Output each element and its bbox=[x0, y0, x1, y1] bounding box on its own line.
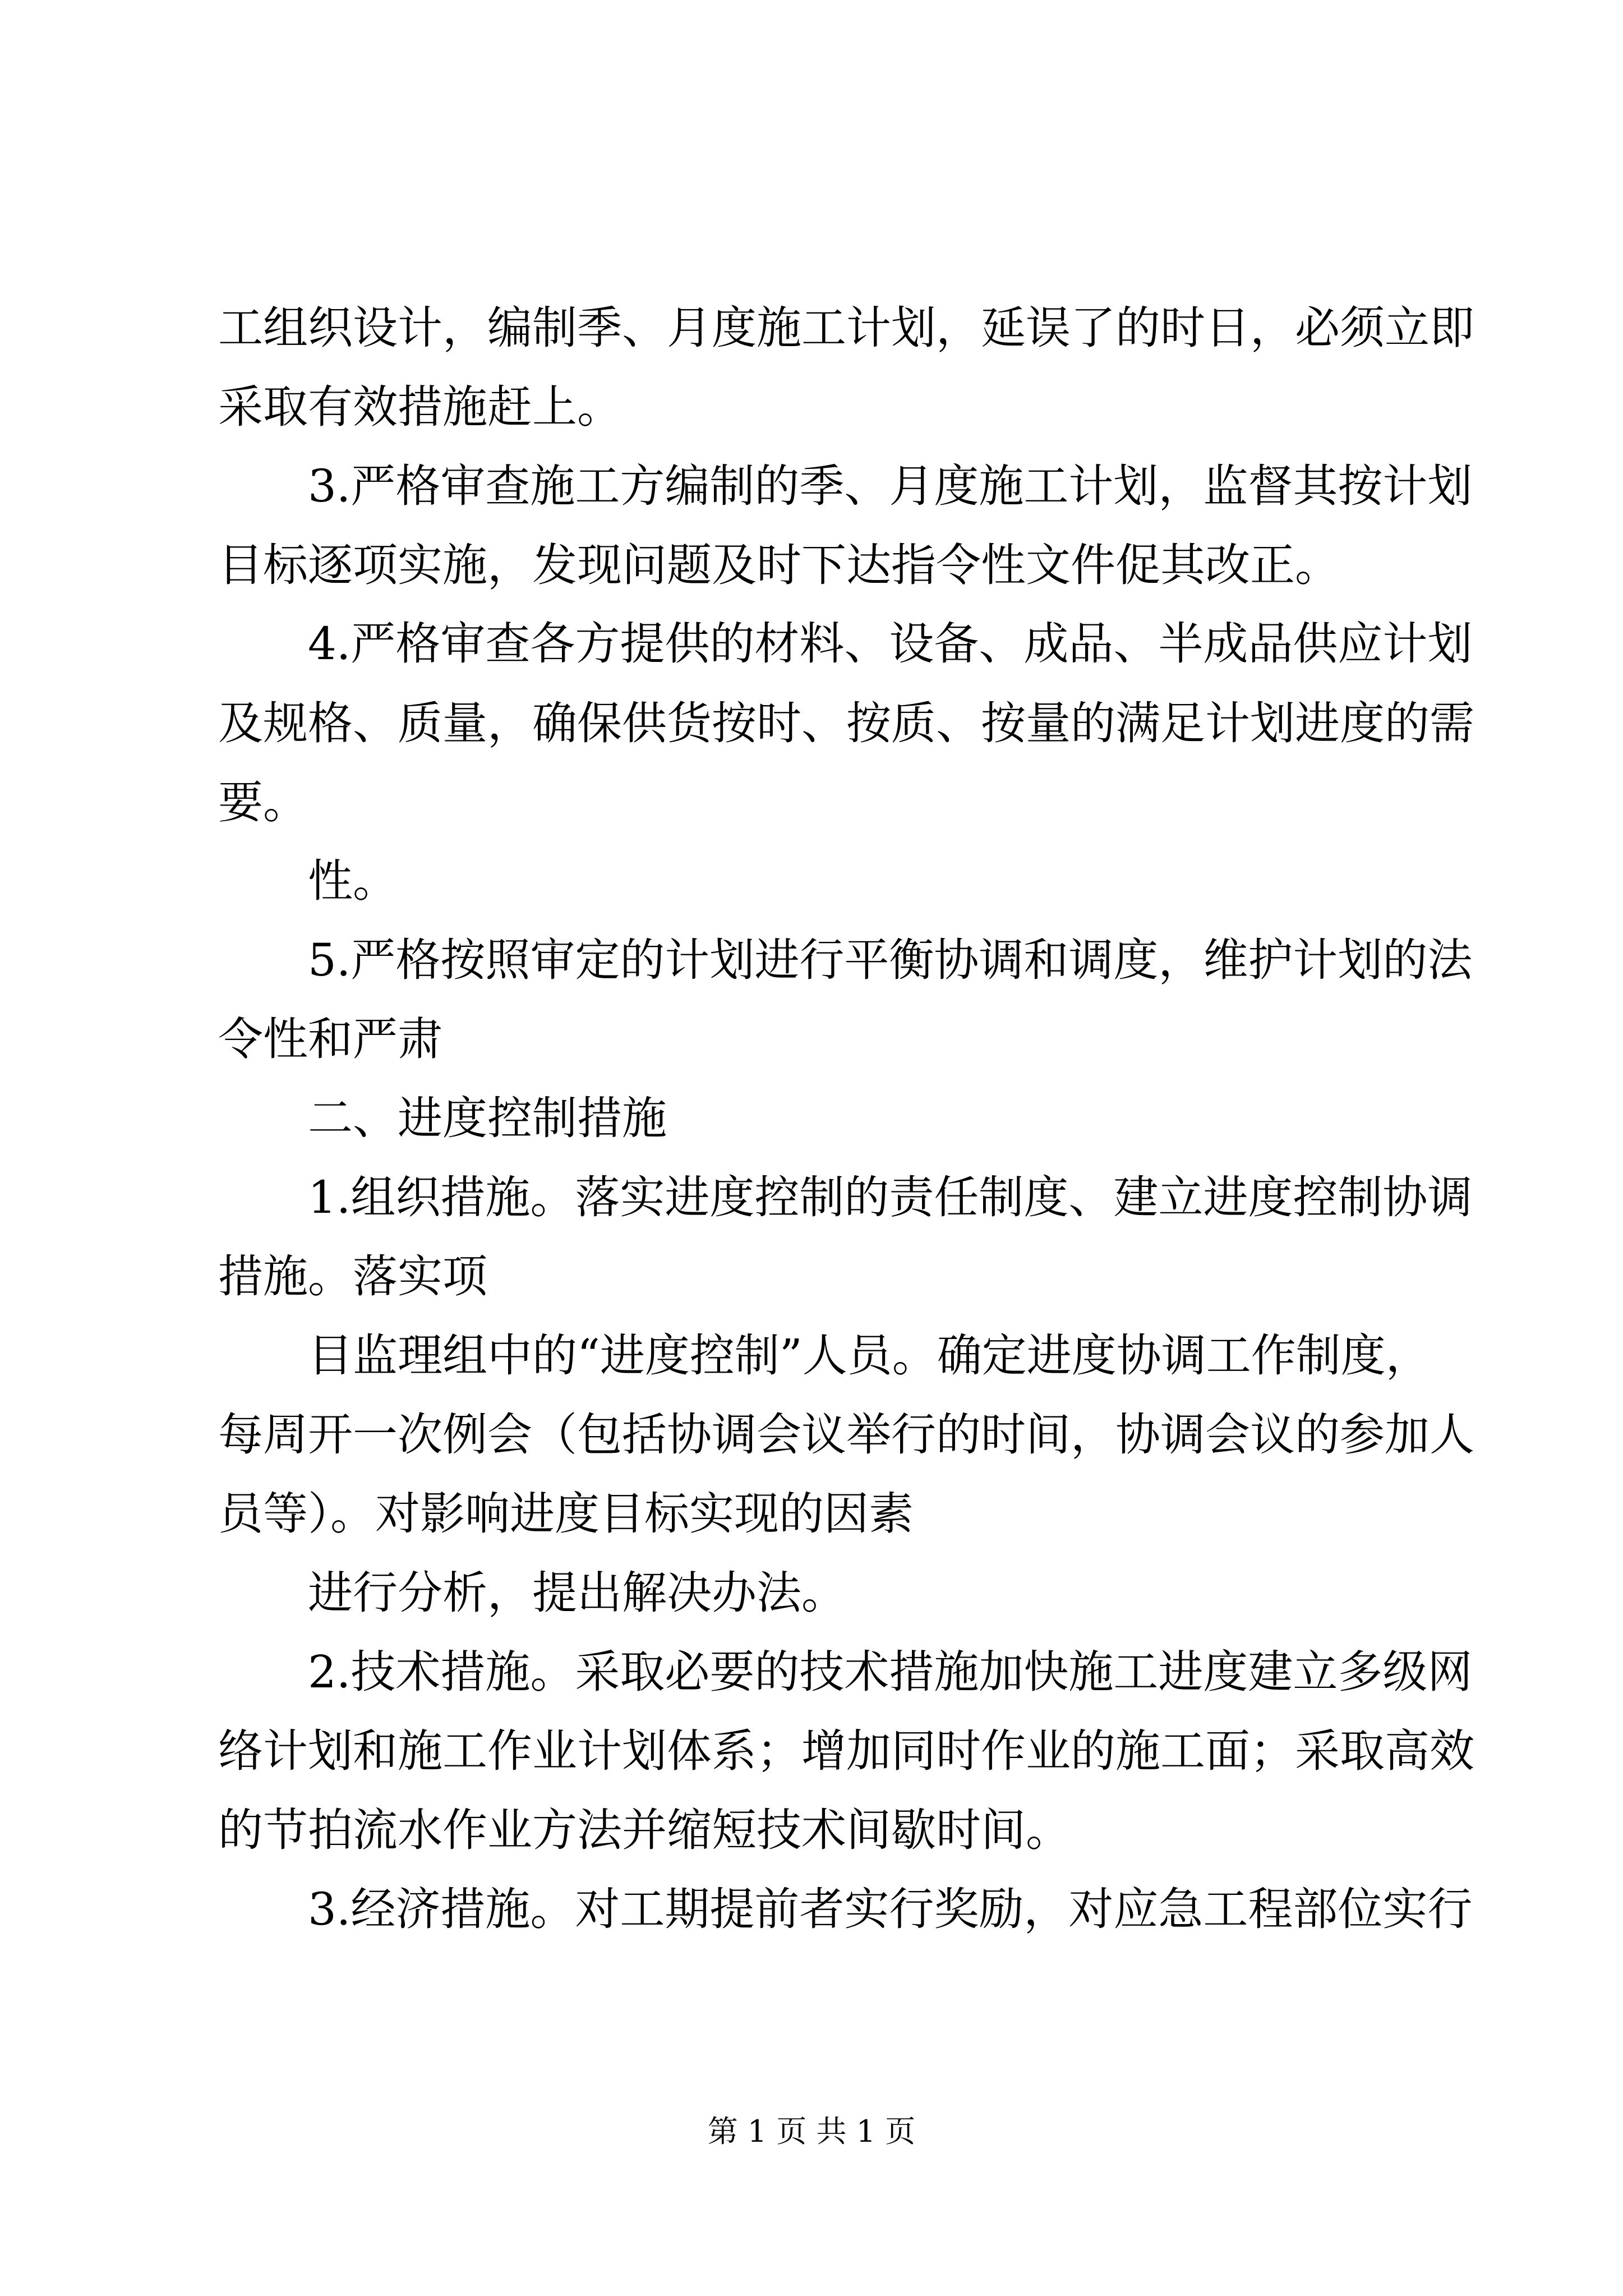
text-line: 5.严格按照审定的计划进行平衡协调和调度，维护计划的法 bbox=[308, 934, 1473, 986]
text-line: 性。 bbox=[308, 855, 398, 907]
text-line: 3.经济措施。对工期提前者实行奖励，对应急工程部位实行 bbox=[308, 1883, 1473, 1935]
text-line: 员等）。对影响进度目标实现的因素 bbox=[218, 1488, 914, 1540]
text-line: 目监理组中的“进度控制”人员。确定进度协调工作制度， bbox=[308, 1329, 1431, 1382]
section-heading: 二、进度控制措施 bbox=[308, 1092, 667, 1144]
text-line: 4.严格审查各方提供的材料、设备、成品、半成品供应计划 bbox=[308, 618, 1473, 670]
text-line: 3.严格审查施工方编制的季、月度施工计划，监督其按计划 bbox=[308, 460, 1473, 512]
text-line: 络计划和施工作业计划体系；增加同时作业的施工面；采取高效 bbox=[218, 1725, 1474, 1777]
text-line: 及规格、质量，确保供货按时、按质、按量的满足计划进度的需 bbox=[218, 697, 1474, 749]
text-line: 的节拍流水作业方法并缩短技术间歇时间。 bbox=[218, 1804, 1071, 1856]
text-line: 工组织设计，编制季、月度施工计划，延误了的时日，必须立即 bbox=[218, 302, 1474, 354]
text-line: 要。 bbox=[218, 776, 308, 829]
text-line: 2.技术措施。采取必要的技术措施加快施工进度建立多级网 bbox=[308, 1646, 1473, 1698]
text-line: 1.组织措施。落实进度控制的责任制度、建立进度控制协调 bbox=[308, 1171, 1473, 1223]
text-line: 进行分析，提出解决办法。 bbox=[308, 1567, 846, 1619]
text-line: 措施。落实项 bbox=[218, 1250, 487, 1303]
text-line: 采取有效措施赶上。 bbox=[218, 381, 622, 433]
page-footer: 第 1 页 共 1 页 bbox=[707, 2114, 916, 2149]
text-line: 目标逐项实施，发现问题及时下达指令性文件促其改正。 bbox=[218, 539, 1340, 591]
text-line: 每周开一次例会（包括协调会议举行的时间，协调会议的参加人 bbox=[218, 1409, 1474, 1461]
text-line: 令性和严肃 bbox=[218, 1013, 442, 1065]
